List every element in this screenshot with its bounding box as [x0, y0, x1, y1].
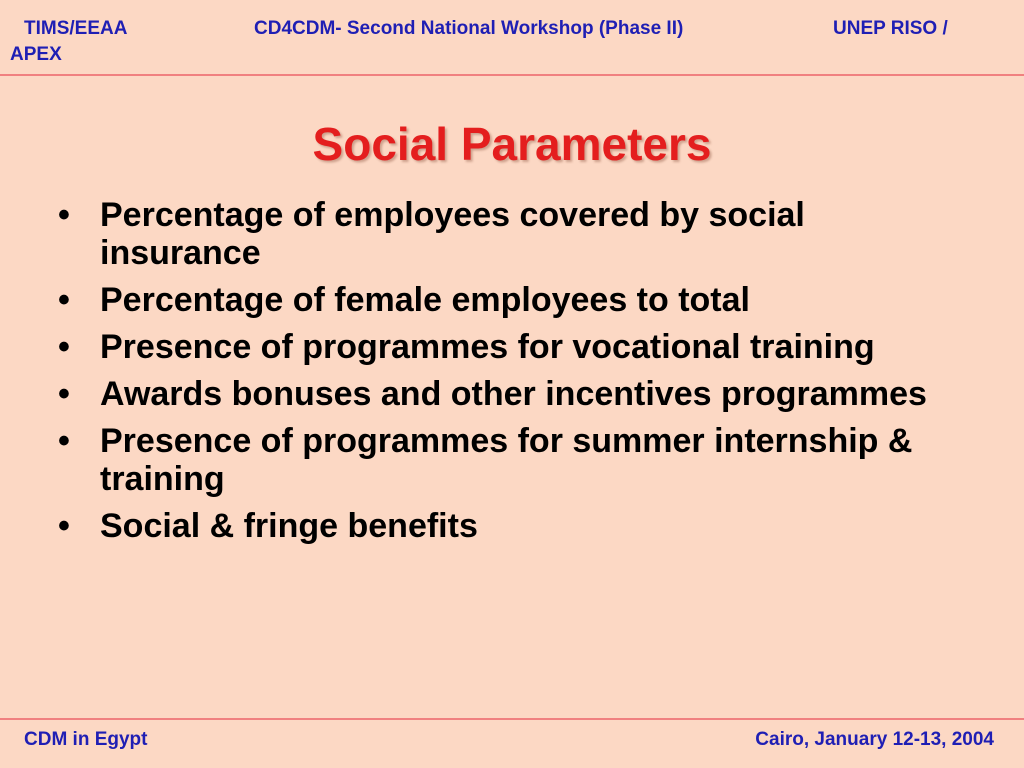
header-org-left: TIMS/EEAA — [24, 18, 128, 39]
footer-location-label: CDM in Egypt — [24, 729, 148, 750]
footer-divider — [0, 718, 1024, 720]
header-org-right: UNEP RISO / — [833, 18, 948, 39]
bullet-item — [56, 196, 956, 272]
bullet-list — [56, 196, 956, 554]
bullet-item — [56, 507, 956, 545]
bullet-text: Percentage of employees covered by social insurance — [100, 196, 805, 272]
bullet-item — [56, 328, 956, 366]
bullet-icon: • — [58, 328, 70, 366]
slide-title: Social Parameters — [312, 118, 712, 170]
bullet-text: Presence of programmes for vocational training — [100, 328, 875, 366]
bullet-icon: • — [58, 507, 70, 545]
header-org-right-continued: APEX — [10, 44, 62, 65]
bullet-icon: • — [58, 375, 70, 413]
bullet-item — [56, 375, 956, 413]
bullet-icon: • — [58, 281, 70, 319]
bullet-text: Social & fringe benefits — [100, 507, 478, 545]
slide-header — [10, 16, 1000, 70]
header-workshop-title: CD4CDM- Second National Workshop (Phase II) — [254, 18, 684, 39]
bullet-item — [56, 281, 956, 319]
bullet-icon: • — [58, 422, 70, 460]
bullet-text: Percentage of female employees to total — [100, 281, 750, 319]
header-divider — [0, 74, 1024, 76]
bullet-item — [56, 422, 956, 498]
bullet-icon: • — [58, 196, 70, 234]
bullet-text: Awards bonuses and other incentives programmes — [100, 375, 927, 413]
footer-date-label: Cairo, January 12-13, 2004 — [755, 729, 994, 750]
bullet-text: Presence of programmes for summer internship & training — [100, 422, 913, 498]
